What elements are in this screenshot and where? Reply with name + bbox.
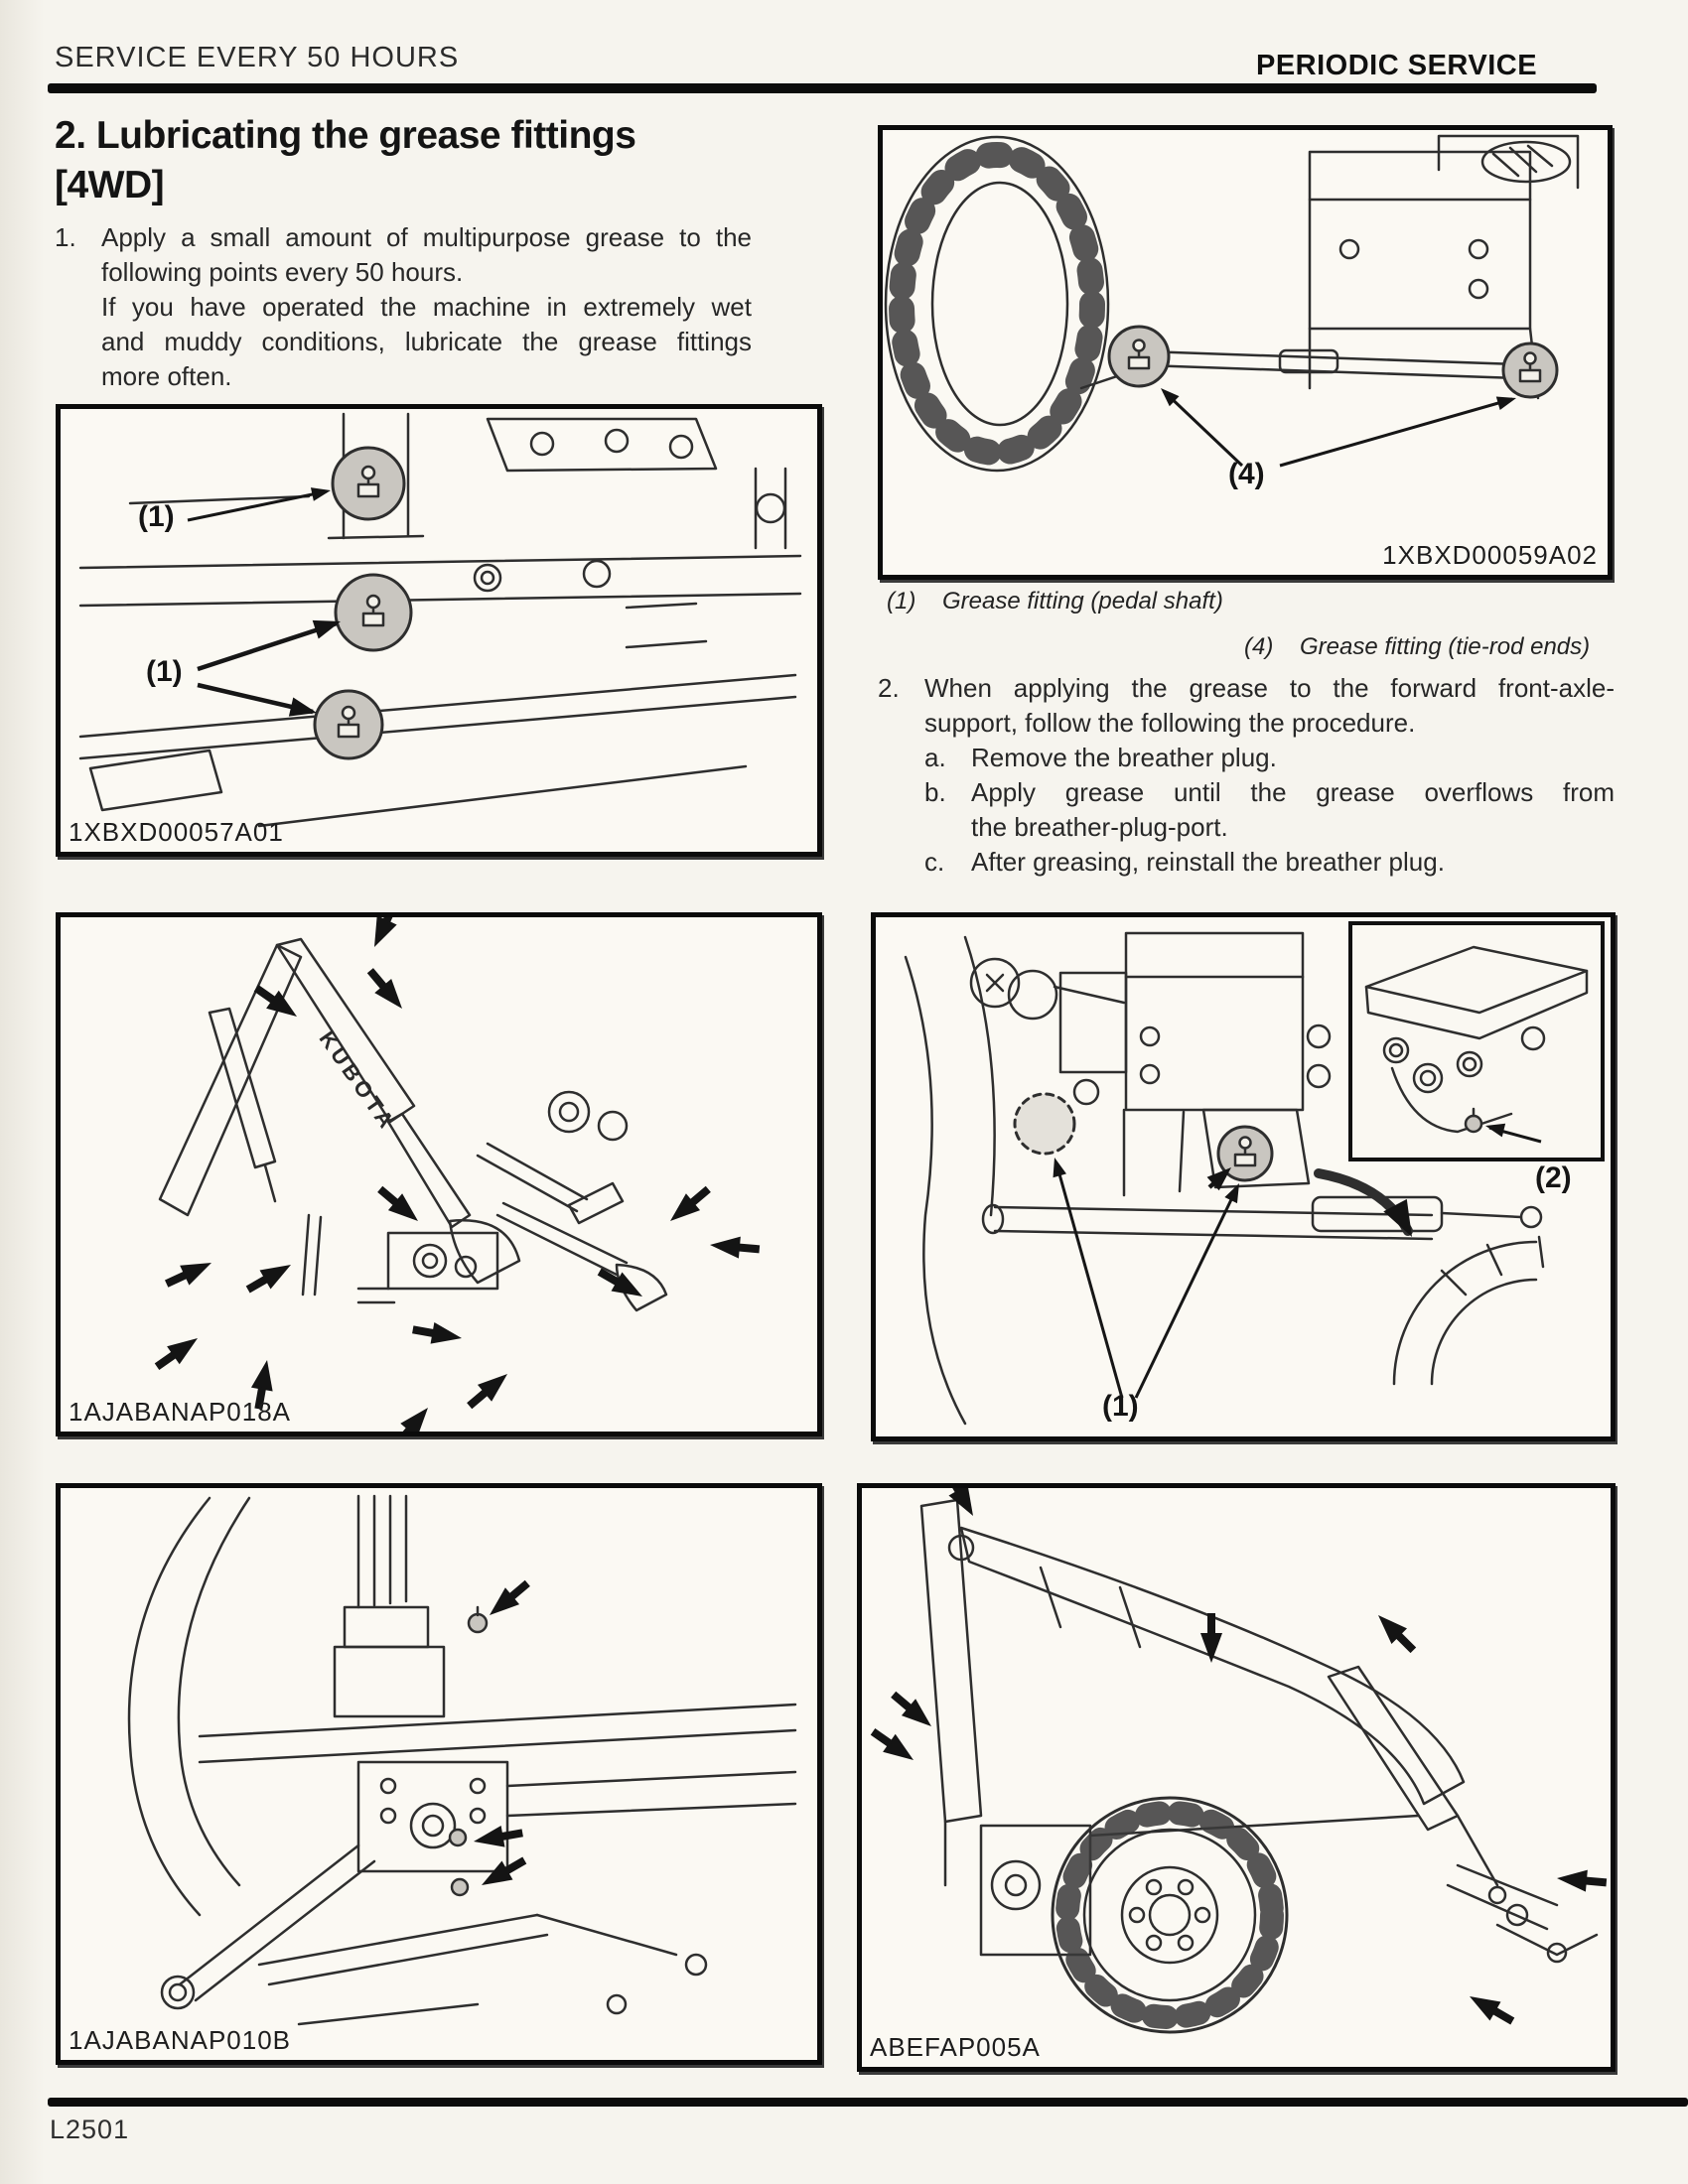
fig5-code: 1AJABANAP010B (69, 2025, 292, 2055)
figure-front-axle-support (871, 912, 1616, 1441)
section-title-line1: 2. Lubricating the grease fittings (55, 114, 636, 157)
caption-1-text: Grease fitting (pedal shaft) (942, 588, 1223, 614)
figure-pedal-shaft (56, 404, 822, 857)
page-header-right: PERIODIC SERVICE (1256, 50, 1538, 81)
fig4-callout-2: (2) (1535, 1161, 1572, 1194)
footer-rule (48, 2098, 1688, 2107)
kubota-logo-text: KUBOTA (314, 1026, 401, 1136)
figure-front-loader (857, 1483, 1616, 2072)
figure-backhoe (56, 912, 822, 1436)
substep-b-line1: Apply grease until the grease overflows from (971, 777, 1615, 807)
substep-a-text: Remove the breather plug. (971, 743, 1277, 772)
step-2-paragraph (878, 671, 1628, 880)
caption-tie-rod (1244, 633, 1590, 661)
step-2-number: 2. (878, 673, 900, 703)
caption-pedal-shaft (887, 588, 1223, 615)
section-title (55, 111, 809, 210)
front-loader-drawing (862, 1488, 1611, 2067)
fig3-code: 1AJABANAP018A (69, 1397, 292, 1427)
backhoe-drawing (61, 917, 817, 1432)
page-header-left: SERVICE EVERY 50 HOURS (55, 42, 460, 73)
axle-underside-drawing (61, 409, 817, 852)
figure-rear-axle (56, 1483, 822, 2065)
rear-axle-drawing (61, 1488, 817, 2060)
step-1-line5: more often. (101, 361, 232, 391)
fig2-code: 1XBXD00059A02 (1382, 540, 1598, 570)
front-axle-support-drawing (876, 917, 1611, 1436)
step-2-line1: When applying the grease to the forward front-axle- (924, 673, 1615, 703)
front-wheel-tie-rod-drawing (883, 130, 1608, 575)
step-2-line2: support, follow the following the procedure. (924, 708, 1416, 738)
substep-a-letter: a. (924, 743, 946, 772)
step-1-line1: Apply a small amount of multipurpose grease to the (101, 222, 752, 252)
substep-b-line2: the breather-plug-port. (971, 812, 1228, 842)
fig1-callout-1b: (1) (146, 655, 183, 688)
figure-tie-rod (878, 125, 1613, 580)
step-1-line2: following points every 50 hours. (101, 257, 464, 287)
caption-1-number: (1) (887, 588, 916, 614)
substep-b-letter: b. (924, 777, 946, 807)
fig2-callout-4: (4) (1228, 458, 1265, 490)
fig1-callout-1a: (1) (138, 500, 175, 533)
fig1-code: 1XBXD00057A01 (69, 817, 284, 847)
section-title-line2: [4WD] (55, 164, 165, 206)
caption-4-text: Grease fitting (tie-rod ends) (1300, 633, 1591, 660)
page-footer-code: L2501 (50, 2115, 130, 2144)
step-1-line3: If you have operated the machine in extremely wet (101, 292, 752, 322)
step-1-paragraph (55, 220, 760, 394)
substep-c-text: After greasing, reinstall the breather plug. (971, 847, 1445, 877)
step-1-number: 1. (55, 222, 76, 252)
fig6-code: ABEFAP005A (870, 2032, 1041, 2062)
header-rule (48, 83, 1597, 93)
fig4-callout-1: (1) (1102, 1390, 1139, 1423)
step-1-line4: and muddy conditions, lubricate the grease fittings (101, 327, 752, 356)
substep-c-letter: c. (924, 847, 945, 877)
caption-4-number: (4) (1244, 633, 1274, 660)
